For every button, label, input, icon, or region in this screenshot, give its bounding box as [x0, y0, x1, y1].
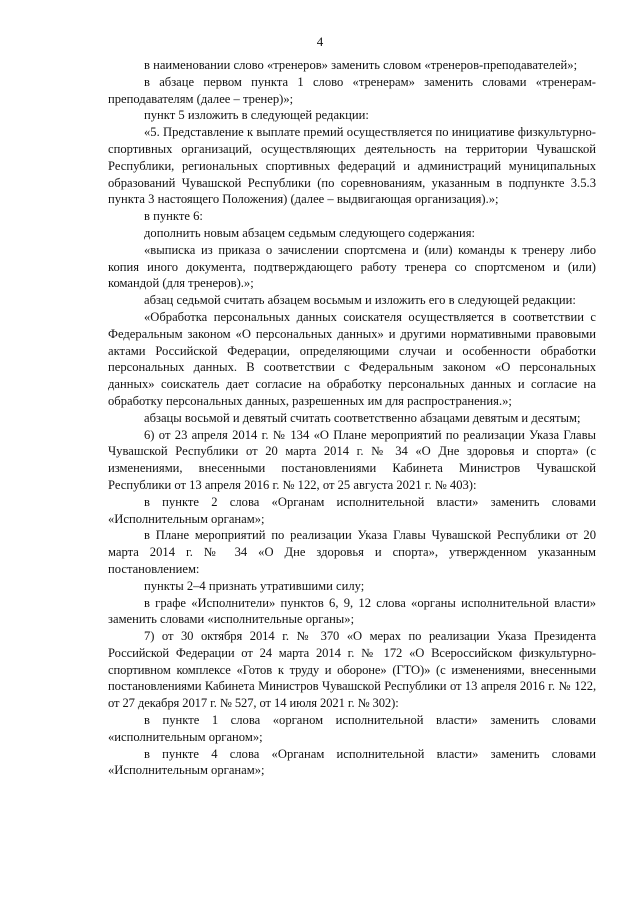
- paragraph: «выписка из приказа о зачислении спортсмена и (или) команды к тренеру либо копия иного документа, подтверждающего работу тренера со спортсменом и (или) командой (для тренеров).»;: [108, 242, 596, 291]
- paragraph: в пункте 2 слова «Органам исполнительной власти» заменить словами «Исполнительным органам»;: [108, 494, 596, 526]
- paragraph: 7) от 30 октября 2014 г. № 370 «О мерах по реализации Указа Президента Российской Федерации от 24 марта 2014 г. № 172 «О Всероссийском физкультурно-спортивном комплексе «Готов к труду и обороне» (ГТО)» (с изменениями, внесенными постановлениями Кабинета Министров Чувашской Республики от 13 апреля 2016 г. № 122, от 27 декабря 2017 г. № 527, от 14 июля 2021 г. № 302):: [108, 629, 596, 711]
- page-number: 4: [316, 34, 324, 49]
- paragraph: абзац седьмой считать абзацем восьмым и изложить его в следующей редакции:: [144, 293, 576, 308]
- paragraph: в графе «Исполнители» пунктов 6, 9, 12 слова «органы исполнительной власти» заменить словами «исполнительные органы»;: [108, 595, 596, 627]
- paragraph: в пункте 4 слова «Органам исполнительной власти» заменить словами «Исполнительным органам»;: [108, 746, 596, 778]
- document-body: [108, 57, 596, 779]
- paragraph: дополнить новым абзацем седьмым следующего содержания:: [144, 225, 476, 240]
- paragraph: абзацы восьмой и девятый считать соответственно абзацами девятым и десятым;: [144, 410, 581, 425]
- paragraph: в пункте 1 слова «органом исполнительной власти» заменить словами «исполнительным органом»;: [108, 713, 596, 744]
- paragraph: 6) от 23 апреля 2014 г. № 134 «О Плане мероприятий по реализации Указа Главы Чувашской Республики от 20 марта 2014 г. № 34 «О Дне здоровья и спорта» (с изменениями, внесенными постановлениями Кабинета Министров Чувашской Республики от 13 апреля 2016 г. № 122, от 25 августа 2021 г. № 403):: [108, 427, 596, 492]
- paragraph: в наименовании слово «тренеров» заменить словом «тренеров-преподавателей»;: [144, 58, 578, 72]
- paragraph: пункты 2–4 признать утратившими силу;: [144, 578, 365, 593]
- paragraph: в пункте 6:: [144, 209, 203, 224]
- paragraph: «Обработка персональных данных соискателя осуществляется в соответствии с Федеральным законом «О персональных данных» и другими нормативными правовыми актами Российской Федерации, определяющими случаи и особенности обработки персональных данных. В соответствии с Федеральным законом «О персональных данных» соискатель дает согласие на обработку персональных данных и согласие на обработку персональных данных, разрешенных им для распространения.»;: [108, 309, 596, 408]
- paragraph: «5. Представление к выплате премий осуществляется по инициативе физкультурно-спортивных организаций, осуществляющих деятельность на территории Чувашской Республики, региональных спортивных федераций и администраций муниципальных образований Чувашской Республики (по соревнованиям, указанным в подпункте 3.5.3 пункта 3 настоящего Положения) (далее – выдвигающая организация).»;: [108, 125, 596, 207]
- paragraph: пункт 5 изложить в следующей редакции:: [144, 108, 369, 123]
- paragraph: в Плане мероприятий по реализации Указа Главы Чувашской Республики от 20 марта 2014 г. № 34 «О Дне здоровья и спорта», утвержденном указанным постановлением:: [108, 528, 596, 576]
- paragraph: в абзаце первом пункта 1 слово «тренерам» заменить словами «тренерам-преподавателям (далее – тренер)»;: [108, 74, 596, 106]
